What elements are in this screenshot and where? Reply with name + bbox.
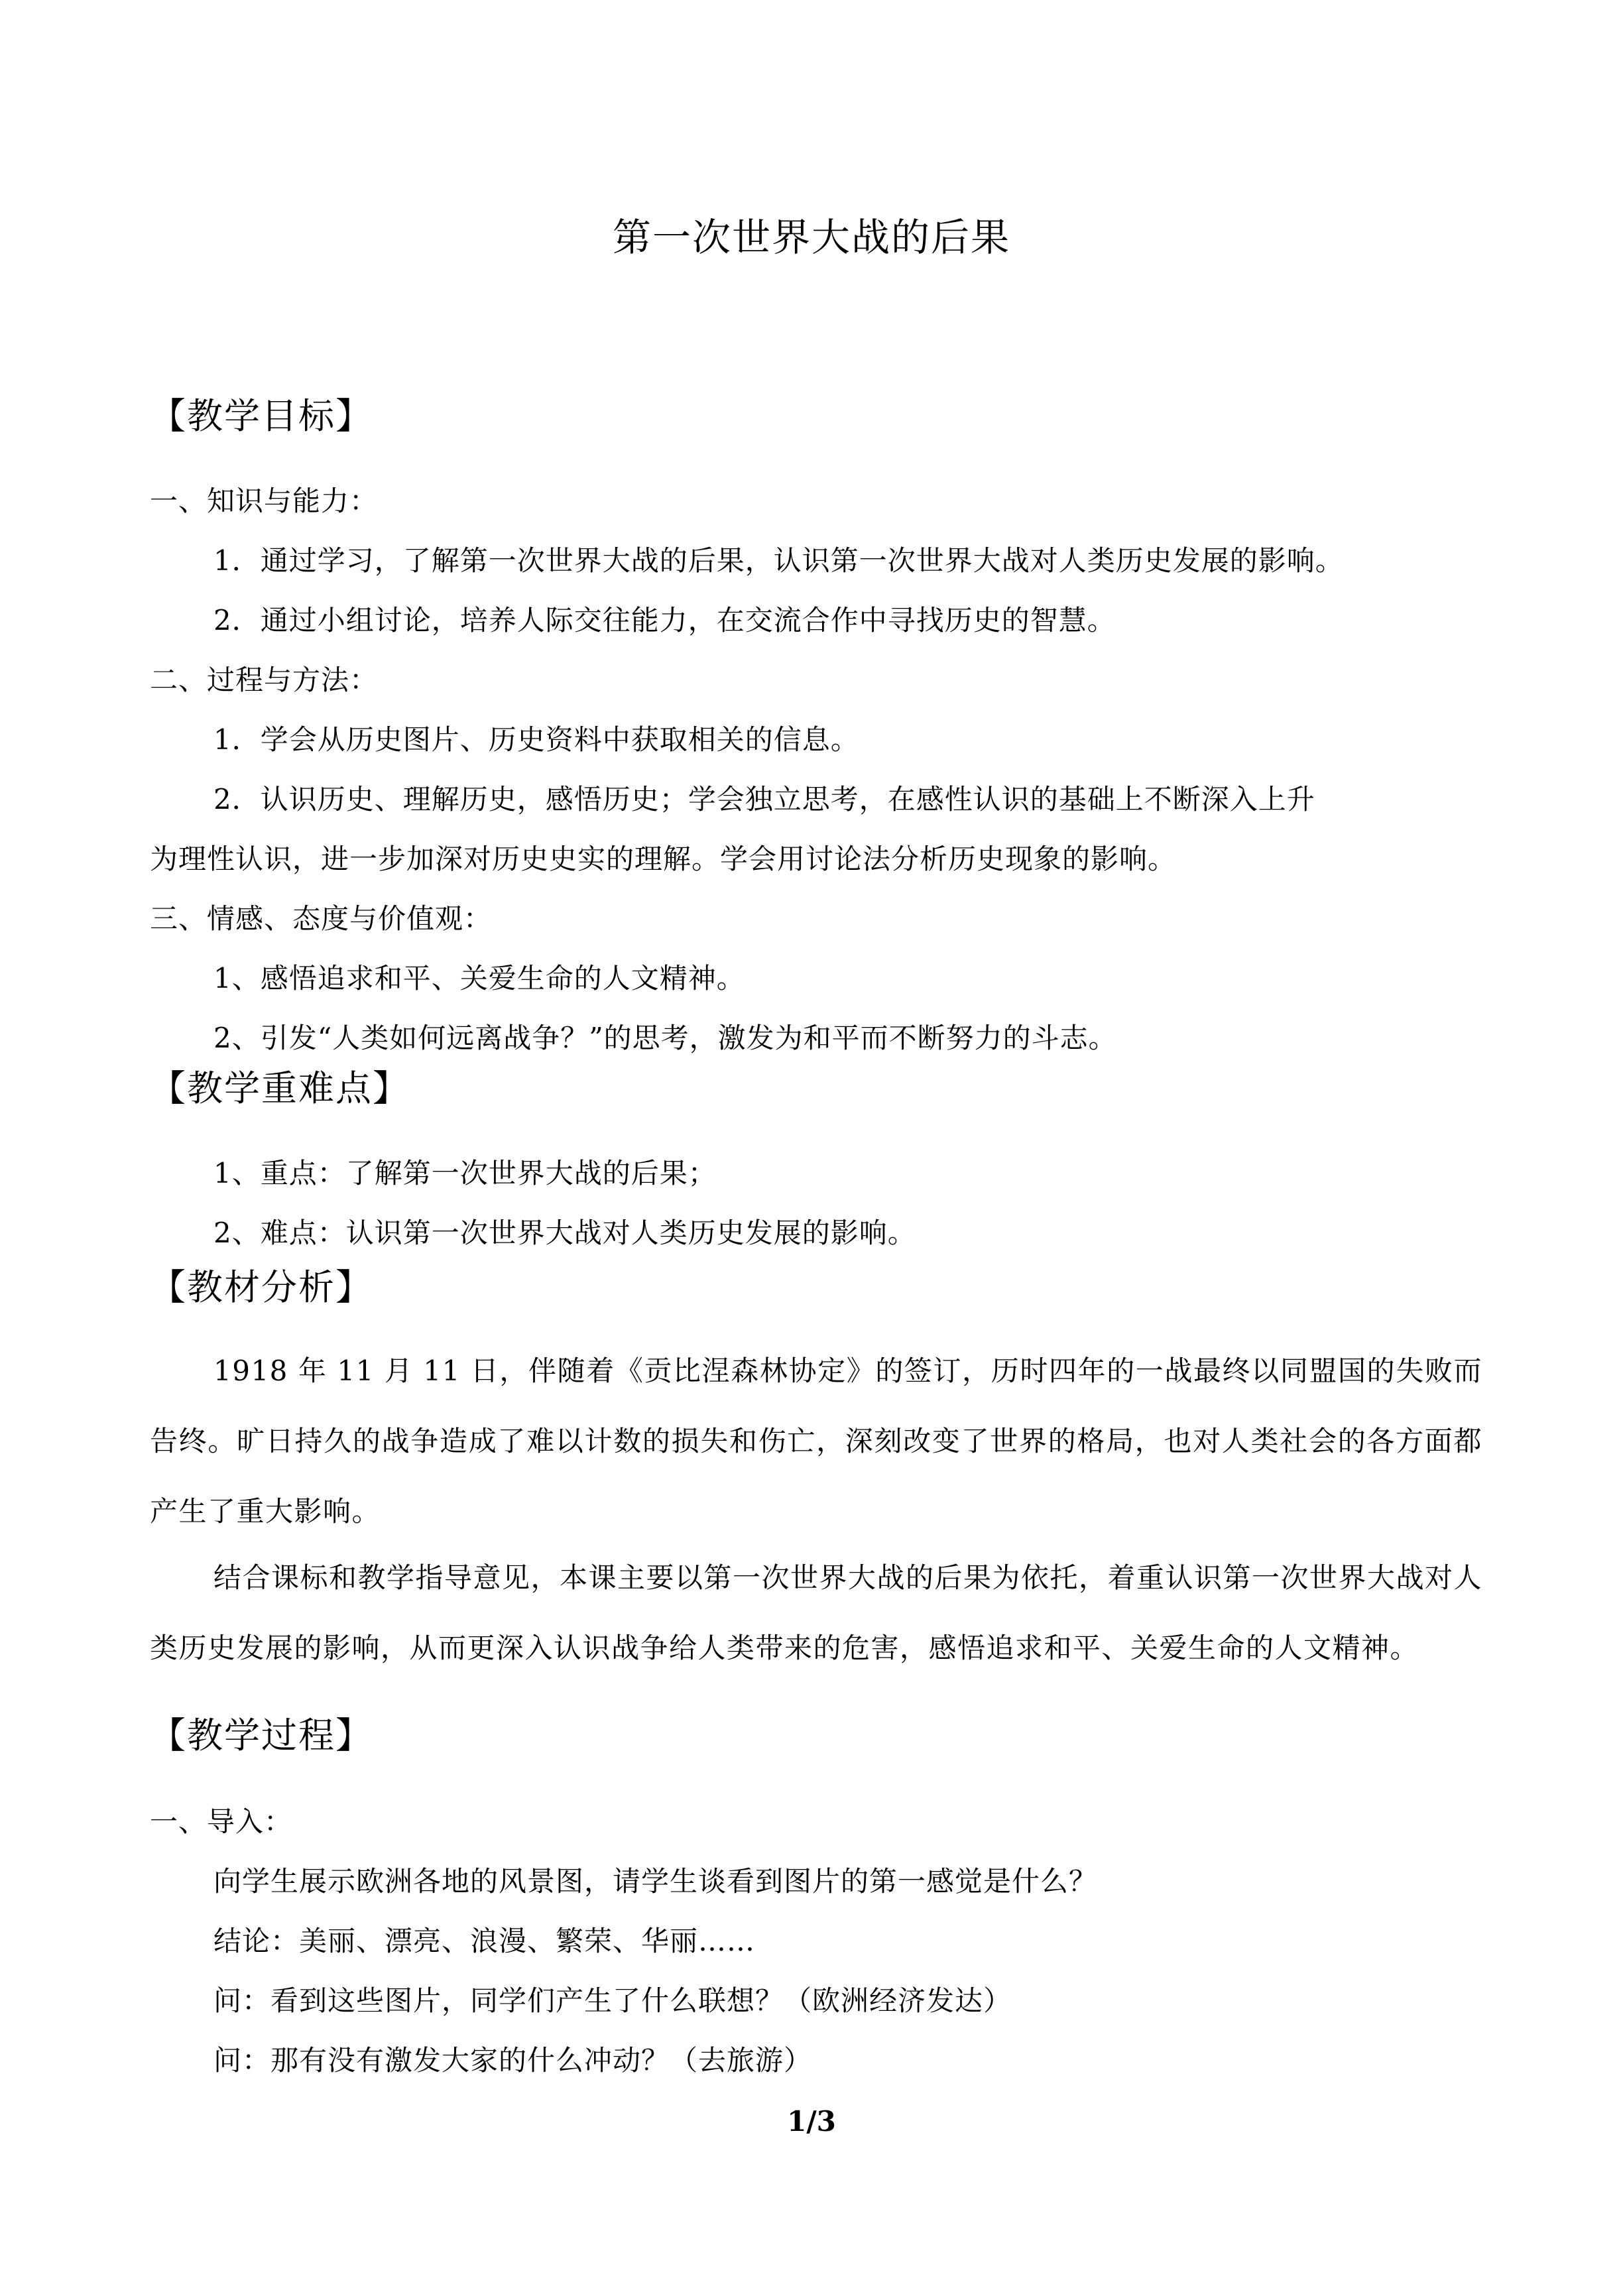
list-item-continuation: 为理性认识，进一步加深对历史史实的理解。学会用讨论法分析历史现象的影响。: [150, 843, 1177, 875]
page-number: 1/3: [787, 2105, 836, 2138]
list-item: 问：看到这些图片，同学们产生了什么联想？（欧洲经济发达）: [213, 1984, 1012, 2017]
analysis-paragraph: 1918 年 11 月 11 日，伴随着《贡比涅森林协定》的签订，历时四年的一战最终以同盟国的失败而告终。旷日持久的战争造成了难以计数的损失和伤亡，深刻改变了世界的格局，也对人类社会的各方面都产生了重大影响。: [150, 1355, 1482, 1528]
list-item: 2、难点：认识第一次世界大战对人类历史发展的影响。: [213, 1217, 916, 1249]
page-title: 第一次世界大战的后果: [612, 215, 1010, 260]
analysis-paragraph: 结合课标和教学指导意见，本课主要以第一次世界大战的后果为依托，着重认识第一次世界大战对人类历史发展的影响，从而更深入认识战争给人类带来的危害，感悟追求和平、关爱生命的人文精神。: [150, 1561, 1483, 1664]
subsection-label-emotion: 三、情感、态度与价值观：: [150, 902, 493, 935]
subsection-label-process: 二、过程与方法：: [150, 664, 379, 696]
list-item: 1、感悟追求和平、关爱生命的人文精神。: [213, 962, 745, 995]
list-item: 2、引发“人类如何远离战争？”的思考，激发为和平而不断努力的斗志。: [213, 1022, 1117, 1054]
section-heading-key-points: 【教学重难点】: [150, 1067, 410, 1109]
list-item: 结论：美丽、漂亮、浪漫、繁荣、华丽……: [213, 1925, 756, 1957]
section-heading-process: 【教学过程】: [150, 1715, 373, 1756]
list-item: 问：那有没有激发大家的什么冲动？（去旅游）: [213, 2044, 813, 2077]
list-item: 2．通过小组讨论，培养人际交往能力，在交流合作中寻找历史的智慧。: [213, 604, 1116, 636]
list-item: 1、重点：了解第一次世界大战的后果；: [213, 1157, 717, 1189]
list-item: 1．通过学习，了解第一次世界大战的后果，认识第一次世界大战对人类历史发展的影响。: [213, 544, 1344, 577]
subsection-label-intro: 一、导入：: [150, 1805, 293, 1838]
section-heading-objectives: 【教学目标】: [150, 395, 373, 437]
section-heading-analysis: 【教材分析】: [150, 1266, 373, 1308]
subsection-label-knowledge: 一、知识与能力：: [150, 485, 379, 517]
list-item: 1．学会从历史图片、历史资料中获取相关的信息。: [213, 723, 859, 756]
list-item: 2．认识历史、理解历史，感悟历史；学会独立思考，在感性认识的基础上不断深入上升: [213, 783, 1315, 816]
list-item: 向学生展示欧洲各地的风景图，请学生谈看到图片的第一感觉是什么？: [213, 1865, 1098, 1898]
